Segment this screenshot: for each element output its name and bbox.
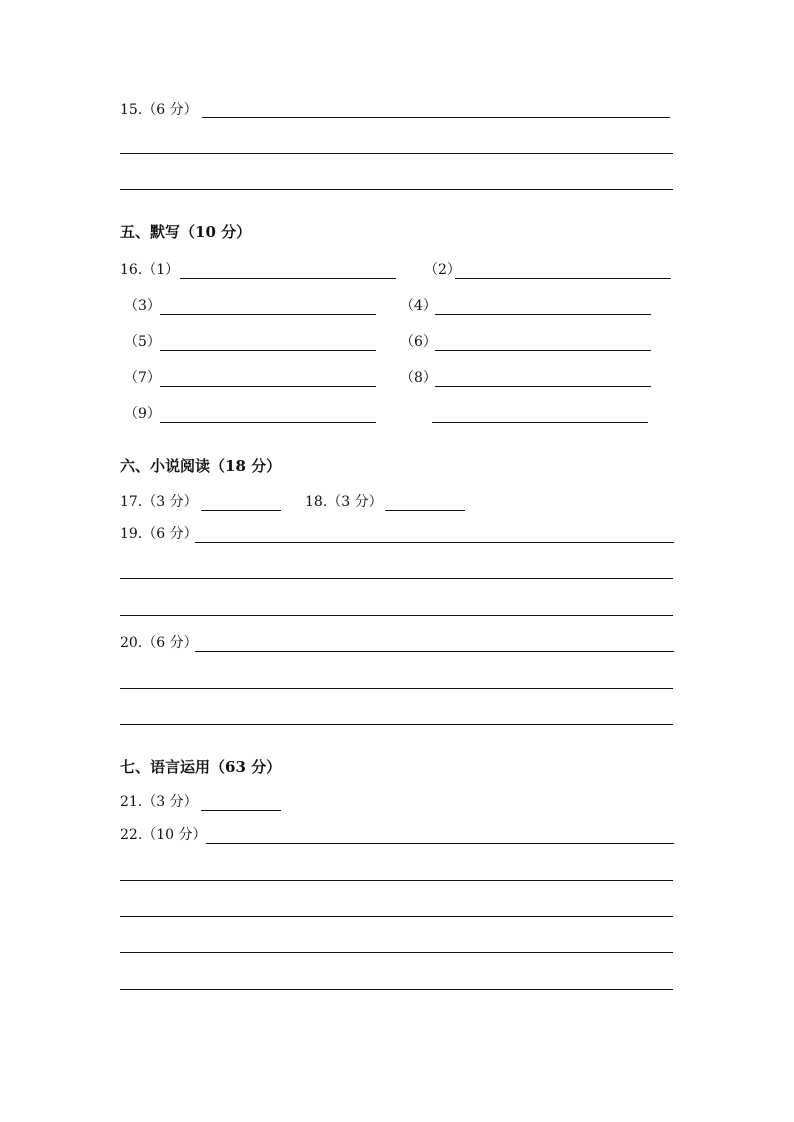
- q21-answer-line[interactable]: [201, 810, 281, 811]
- q16-10-line[interactable]: [432, 422, 648, 423]
- q22-answer-line-5[interactable]: [120, 989, 673, 990]
- q16-3-label: （3）: [124, 298, 161, 314]
- q18-label: 18.（3 分）: [305, 494, 383, 510]
- q16-8-label: （8）: [400, 370, 437, 386]
- q16-5-line[interactable]: [160, 350, 376, 351]
- q20-label: 20.（6 分）: [120, 635, 198, 651]
- q16-2-line[interactable]: [455, 278, 671, 279]
- q21-label: 21.（3 分）: [120, 794, 198, 810]
- section-7-title: 七、语言运用（63 分）: [120, 758, 282, 776]
- q16-8-line[interactable]: [435, 386, 651, 387]
- q22-answer-line-4[interactable]: [120, 952, 673, 953]
- q16-3-line[interactable]: [160, 314, 376, 315]
- q20-answer-line-2[interactable]: [120, 688, 673, 689]
- q16-4-line[interactable]: [435, 314, 651, 315]
- q19-label: 19.（6 分）: [120, 526, 198, 542]
- q17-label: 17.（3 分）: [120, 494, 198, 510]
- q17-answer-line[interactable]: [201, 510, 281, 511]
- q20-answer-line-3[interactable]: [120, 724, 673, 725]
- q22-answer-line-1[interactable]: [206, 843, 674, 844]
- section-6-title: 六、小说阅读（18 分）: [120, 457, 282, 475]
- q15-label: 15.（6 分）: [120, 102, 198, 118]
- q19-answer-line-1[interactable]: [195, 542, 674, 543]
- q19-answer-line-3[interactable]: [120, 615, 673, 616]
- q15-answer-line-2[interactable]: [120, 153, 673, 154]
- q16-7-label: （7）: [124, 370, 161, 386]
- q16-5-label: （5）: [124, 334, 161, 350]
- q15-answer-line-1[interactable]: [202, 117, 670, 118]
- q20-answer-line-1[interactable]: [195, 651, 674, 652]
- q16-2-label: （2）: [424, 262, 461, 278]
- q15-answer-line-3[interactable]: [120, 189, 673, 190]
- q18-answer-line[interactable]: [385, 510, 465, 511]
- q22-answer-line-3[interactable]: [120, 916, 673, 917]
- q16-6-label: （6）: [400, 334, 437, 350]
- section-5-title: 五、默写（10 分）: [120, 223, 252, 241]
- q16-6-line[interactable]: [435, 350, 651, 351]
- q16-7-line[interactable]: [160, 386, 376, 387]
- q16-1-line[interactable]: [180, 278, 396, 279]
- q16-4-label: （4）: [400, 298, 437, 314]
- q16-9-line[interactable]: [160, 422, 376, 423]
- q16-9-label: （9）: [124, 406, 161, 422]
- q22-label: 22.（10 分）: [120, 827, 207, 843]
- q19-answer-line-2[interactable]: [120, 578, 673, 579]
- q16-label: 16.（1）: [120, 262, 180, 278]
- q22-answer-line-2[interactable]: [120, 880, 673, 881]
